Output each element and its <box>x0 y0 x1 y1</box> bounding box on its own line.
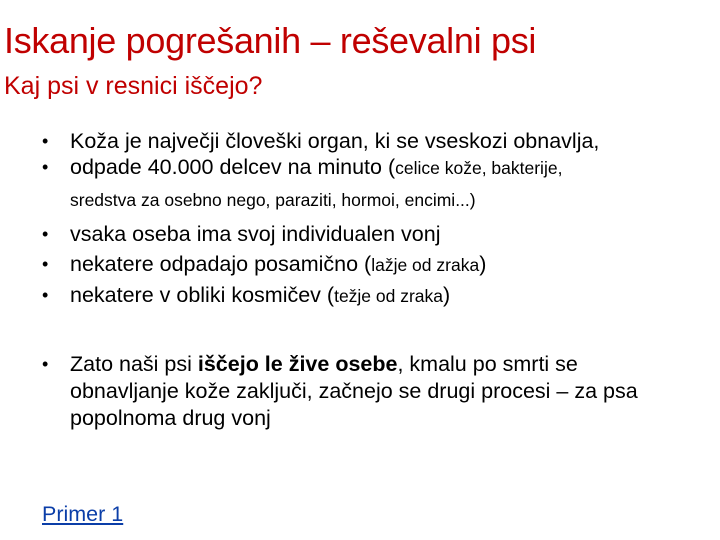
bullet-marker: • <box>42 285 49 305</box>
bullet-item <box>38 154 698 181</box>
bullet-list <box>38 128 698 432</box>
bullet-text: nekatere v obliki kosmičev ( <box>70 283 335 307</box>
bullet-item <box>38 221 698 247</box>
bullet-text: odpade 40.000 delcev na minuto ( <box>70 155 396 179</box>
spacer <box>38 309 698 351</box>
bullet-marker: • <box>42 254 49 274</box>
slide-title: Iskanje pogrešanih – reševalni psi <box>4 20 537 61</box>
bullet-item <box>38 128 698 154</box>
bullet-marker: • <box>42 157 49 177</box>
bullet-small-text: težje od zraka <box>334 286 444 306</box>
bullet-text: Koža je največji človeški organ, ki se vseskozi obnavlja, <box>70 129 600 153</box>
bullet-item <box>38 282 698 309</box>
slide-subtitle: Kaj psi v resnici iščejo? <box>4 72 263 100</box>
bullet-bold-text: iščejo le žive osebe <box>197 352 398 376</box>
bullet-text-end: ) <box>443 283 451 307</box>
bullet-text: vsaka oseba ima svoj individualen vonj <box>70 222 441 246</box>
bullet-text: Zato naši psi <box>70 352 198 376</box>
bullet-continuation: sredstva za osebno nego, paraziti, hormoi, encimi...) <box>70 190 476 210</box>
bullet-marker: • <box>42 131 49 151</box>
bullet-text: nekatere odpadajo posamično ( <box>70 252 372 276</box>
example-link[interactable]: Primer 1 <box>42 502 124 526</box>
bullet-item <box>38 251 698 278</box>
bullet-small-text: lažje od zraka <box>371 255 480 275</box>
bullet-marker: • <box>42 224 49 244</box>
bullet-small-text: celice kože, bakterije, <box>395 158 563 178</box>
bullet-marker: • <box>42 354 49 374</box>
bullet-item-final <box>38 351 670 432</box>
bullet-text-end: , kmalu po smrti se obnavljanje kože zaključi, začnejo se drugi procesi – za psa popolnoma drug vonj <box>70 352 638 430</box>
bullet-text-end: ) <box>479 252 487 276</box>
